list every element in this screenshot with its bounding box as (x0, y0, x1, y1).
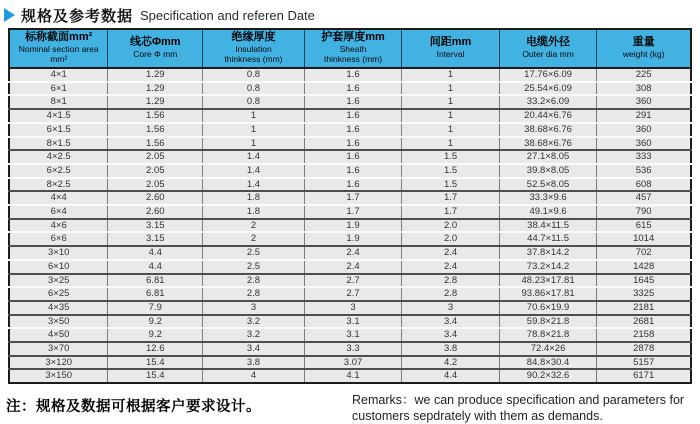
table-cell: 0.8 (203, 95, 305, 109)
table-cell: 3.4 (402, 315, 500, 329)
table-cell: 1014 (597, 232, 691, 246)
table-row (9, 164, 691, 178)
table-cell: 702 (597, 246, 691, 260)
table-row (9, 274, 691, 288)
table-cell: 48.23×17.81 (499, 274, 597, 288)
table-cell: 6×2.5 (9, 164, 108, 178)
column-header (499, 29, 597, 68)
column-header (203, 29, 305, 68)
column-header-zh: 间距mm (429, 36, 472, 49)
footer-notes (0, 384, 700, 424)
table-cell: 8×2.5 (9, 178, 108, 192)
table-cell: 2.5 (203, 246, 305, 260)
table-cell: 4×50 (9, 328, 108, 342)
table-cell: 1 (402, 109, 500, 123)
section-title (0, 0, 700, 28)
column-header-zh: 电缆外径 (526, 36, 571, 49)
table-cell: 457 (597, 191, 691, 205)
table-cell: 12.6 (108, 342, 203, 356)
column-header-en: Insulation (235, 44, 272, 55)
table-cell: 1.29 (108, 95, 203, 109)
play-triangle-icon (4, 8, 15, 22)
table-cell: 1 (402, 95, 500, 109)
table-cell: 1.4 (203, 150, 305, 164)
table-cell: 1428 (597, 260, 691, 274)
column-header (9, 29, 108, 68)
spec-table-header (9, 29, 691, 68)
table-cell: 6×1 (9, 82, 108, 96)
column-header-en: Nominal section area mm² (18, 44, 99, 64)
table-cell: 3.1 (304, 328, 402, 342)
table-cell: 70.6×19.9 (499, 301, 597, 315)
table-cell: 4×35 (9, 301, 108, 315)
table-cell: 3.15 (108, 232, 203, 246)
table-cell: 6×1.5 (9, 123, 108, 137)
table-row (9, 178, 691, 192)
table-cell: 3.3 (304, 342, 402, 356)
table-cell: 6×4 (9, 205, 108, 219)
table-row (9, 356, 691, 370)
table-row (9, 82, 691, 96)
table-cell: 1 (203, 123, 305, 137)
table-cell: 17.76×6.09 (499, 68, 597, 82)
table-cell: 3.2 (203, 328, 305, 342)
table-cell: 1.56 (108, 123, 203, 137)
table-cell: 3.1 (304, 315, 402, 329)
table-cell: 2.8 (402, 274, 500, 288)
table-row (9, 315, 691, 329)
table-cell: 2878 (597, 342, 691, 356)
column-header-en: weight (kg) (622, 48, 665, 59)
table-cell: 4×6 (9, 219, 108, 233)
column-header (304, 29, 402, 68)
table-row (9, 369, 691, 383)
table-cell: 4.4 (402, 369, 500, 383)
table-cell: 4×4 (9, 191, 108, 205)
table-cell: 1 (203, 137, 305, 151)
table-row (9, 328, 691, 342)
table-cell: 2.05 (108, 178, 203, 192)
table-cell: 49.1×9.6 (499, 205, 597, 219)
table-cell: 4×1 (9, 68, 108, 82)
table-row (9, 232, 691, 246)
table-cell: 0.8 (203, 82, 305, 96)
table-cell: 1.7 (402, 191, 500, 205)
table-cell: 2158 (597, 328, 691, 342)
table-cell: 52.5×8.05 (499, 178, 597, 192)
table-cell: 2.8 (402, 287, 500, 301)
table-cell: 2.60 (108, 205, 203, 219)
table-cell: 3.8 (402, 342, 500, 356)
table-row (9, 95, 691, 109)
table-row (9, 342, 691, 356)
table-cell: 33.2×6.09 (499, 95, 597, 109)
table-cell: 1.6 (304, 150, 402, 164)
table-cell: 1.6 (304, 109, 402, 123)
table-cell: 73.2×14.2 (499, 260, 597, 274)
table-cell: 44.7×11.5 (499, 232, 597, 246)
table-cell: 2.8 (203, 287, 305, 301)
table-row (9, 123, 691, 137)
column-header-zh: 标称截面mm² (25, 31, 93, 44)
table-cell: 7.9 (108, 301, 203, 315)
table-cell: 2.4 (402, 260, 500, 274)
table-cell: 3×25 (9, 274, 108, 288)
table-cell: 3×120 (9, 356, 108, 370)
column-header-en: thinkness (mm) (224, 53, 283, 64)
table-cell: 6×25 (9, 287, 108, 301)
table-cell: 2.0 (402, 232, 500, 246)
table-cell: 291 (597, 109, 691, 123)
table-cell: 1.5 (402, 150, 500, 164)
table-cell: 37.8×14.2 (499, 246, 597, 260)
table-cell: 4×2.5 (9, 150, 108, 164)
table-cell: 1.7 (402, 205, 500, 219)
table-cell: 8×1.5 (9, 137, 108, 151)
table-row (9, 150, 691, 164)
table-cell: 3×150 (9, 369, 108, 383)
table-cell: 3 (402, 301, 500, 315)
table-cell: 1 (402, 82, 500, 96)
table-cell: 1.29 (108, 68, 203, 82)
table-cell: 1.6 (304, 68, 402, 82)
table-cell: 360 (597, 123, 691, 137)
table-row (9, 137, 691, 151)
table-cell: 15.4 (108, 369, 203, 383)
header-row (9, 29, 691, 68)
table-cell: 2.4 (402, 246, 500, 260)
table-cell: 27.1×8.05 (499, 150, 597, 164)
table-cell: 1.6 (304, 164, 402, 178)
column-header-en: Outer dia mm (522, 48, 574, 59)
table-cell: 2.05 (108, 150, 203, 164)
table-cell: 78.8×21.8 (499, 328, 597, 342)
table-cell: 38.68×6.76 (499, 123, 597, 137)
table-cell: 90.2×32.6 (499, 369, 597, 383)
table-cell: 2.05 (108, 164, 203, 178)
table-cell: 25.54×6.09 (499, 82, 597, 96)
table-cell: 2.60 (108, 191, 203, 205)
table-cell: 1.6 (304, 82, 402, 96)
table-cell: 2681 (597, 315, 691, 329)
table-cell: 608 (597, 178, 691, 192)
table-row (9, 246, 691, 260)
table-cell: 3×50 (9, 315, 108, 329)
section-title-zh: 规格及参考数据 (21, 7, 134, 25)
table-cell: 1.5 (402, 164, 500, 178)
table-cell: 4.4 (108, 260, 203, 274)
table-cell: 3×70 (9, 342, 108, 356)
table-cell: 5157 (597, 356, 691, 370)
spec-table (8, 28, 692, 384)
table-cell: 4.1 (304, 369, 402, 383)
table-row (9, 287, 691, 301)
column-header (597, 29, 691, 68)
table-cell: 1.7 (304, 205, 402, 219)
table-cell: 1 (402, 123, 500, 137)
table-cell: 72.4×26 (499, 342, 597, 356)
table-cell: 536 (597, 164, 691, 178)
table-cell: 2.8 (203, 274, 305, 288)
table-cell: 33.3×9.6 (499, 191, 597, 205)
table-row (9, 205, 691, 219)
table-cell: 6×10 (9, 260, 108, 274)
table-cell: 15.4 (108, 356, 203, 370)
column-header-zh: 重量 (632, 36, 655, 49)
spec-table-body (9, 68, 691, 383)
table-cell: 1.7 (304, 191, 402, 205)
table-cell: 2181 (597, 301, 691, 315)
column-header-en: Interval (436, 48, 465, 59)
table-cell: 3.2 (203, 315, 305, 329)
table-cell: 3 (203, 301, 305, 315)
table-cell: 3325 (597, 287, 691, 301)
table-cell: 1.56 (108, 109, 203, 123)
table-cell: 2.5 (203, 260, 305, 274)
table-cell: 38.68×6.76 (499, 137, 597, 151)
table-cell: 9.2 (108, 315, 203, 329)
column-header-zh: 护套厚度mm (321, 31, 385, 44)
table-cell: 6171 (597, 369, 691, 383)
column-header (108, 29, 203, 68)
table-cell: 2 (203, 232, 305, 246)
column-header-zh: 线芯Φmm (129, 36, 181, 49)
table-row (9, 301, 691, 315)
table-cell: 1645 (597, 274, 691, 288)
table-cell: 1.9 (304, 232, 402, 246)
table-cell: 1.9 (304, 219, 402, 233)
table-cell: 1.8 (203, 205, 305, 219)
table-cell: 1.29 (108, 82, 203, 96)
table-cell: 38.4×11.5 (499, 219, 597, 233)
table-cell: 93.86×17.81 (499, 287, 597, 301)
table-cell: 84.8×30.4 (499, 356, 597, 370)
table-cell: 1.56 (108, 137, 203, 151)
table-cell: 360 (597, 137, 691, 151)
table-cell: 4.2 (402, 356, 500, 370)
table-cell: 4.4 (108, 246, 203, 260)
table-cell: 3.15 (108, 219, 203, 233)
table-cell: 1.8 (203, 191, 305, 205)
table-cell: 225 (597, 68, 691, 82)
column-header-en: Sheath (339, 44, 367, 55)
table-row (9, 191, 691, 205)
table-row (9, 260, 691, 274)
table-cell: 4 (203, 369, 305, 383)
table-cell: 1.6 (304, 178, 402, 192)
table-cell: 2.4 (304, 260, 402, 274)
table-cell: 1 (203, 109, 305, 123)
note-english: Remarks：we can produce specification and parameters for customers sepdrately with them as demands. (352, 393, 685, 423)
table-cell: 3.4 (402, 328, 500, 342)
table-cell: 6×6 (9, 232, 108, 246)
table-cell: 3.07 (304, 356, 402, 370)
table-cell: 0.8 (203, 68, 305, 82)
table-cell: 2.7 (304, 274, 402, 288)
column-header-en: Core Φ mm (133, 48, 178, 59)
table-cell: 1.4 (203, 178, 305, 192)
table-cell: 2 (203, 219, 305, 233)
table-cell: 6.81 (108, 287, 203, 301)
table-cell: 8×1 (9, 95, 108, 109)
column-header-en: thinkness (mm) (323, 53, 383, 64)
section-title-en: Specification and referen Date (140, 7, 315, 23)
table-cell: 3.8 (203, 356, 305, 370)
table-cell: 6.81 (108, 274, 203, 288)
table-cell: 2.4 (304, 246, 402, 260)
table-row (9, 219, 691, 233)
table-cell: 3.4 (203, 342, 305, 356)
table-cell: 1.6 (304, 137, 402, 151)
table-cell: 3 (304, 301, 402, 315)
table-cell: 1.6 (304, 95, 402, 109)
table-cell: 59.8×21.8 (499, 315, 597, 329)
table-cell: 308 (597, 82, 691, 96)
note-chinese: 注：规格及数据可根据客户要求设计。 (6, 399, 261, 416)
table-cell: 790 (597, 205, 691, 219)
table-cell: 1 (402, 68, 500, 82)
column-header-zh: 绝缘厚度 (231, 31, 276, 44)
table-cell: 1.5 (402, 178, 500, 192)
table-cell: 333 (597, 150, 691, 164)
table-cell: 2.0 (402, 219, 500, 233)
table-cell: 3×10 (9, 246, 108, 260)
table-cell: 615 (597, 219, 691, 233)
column-header (402, 29, 500, 68)
table-cell: 1 (402, 137, 500, 151)
table-cell: 1.4 (203, 164, 305, 178)
table-row (9, 109, 691, 123)
table-cell: 360 (597, 95, 691, 109)
table-cell: 4×1.5 (9, 109, 108, 123)
table-cell: 20.44×6.76 (499, 109, 597, 123)
table-cell: 1.6 (304, 123, 402, 137)
table-cell: 2.7 (304, 287, 402, 301)
table-cell: 39.8×8.05 (499, 164, 597, 178)
table-cell: 9.2 (108, 328, 203, 342)
table-row (9, 68, 691, 82)
